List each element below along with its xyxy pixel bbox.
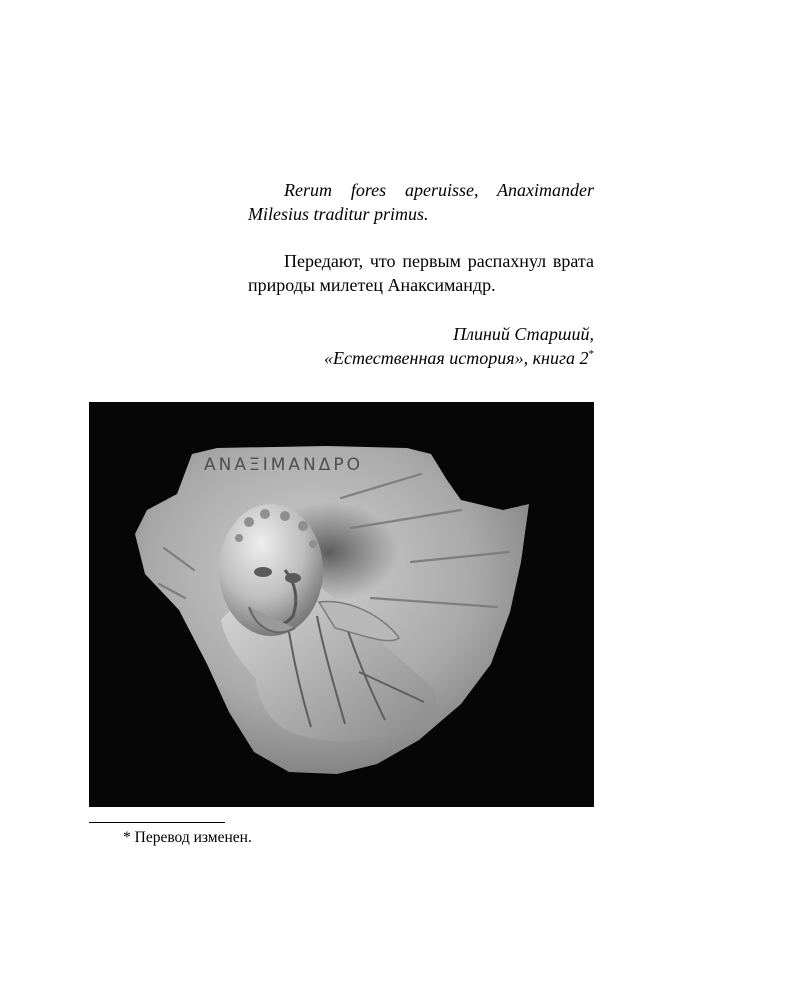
- source-work: «Естественная история», книга 2: [324, 348, 589, 368]
- epigraph-latin: Rerum fores aperuisse, Anaximander Milesius traditur primus.: [248, 180, 594, 224]
- epigraph-russian: Передают, что первым распахнул врата природы милетец Анаксимандр.: [248, 251, 594, 295]
- relief-illustration: [89, 402, 594, 807]
- relief-inscription: ΑΝΑΞΙΜΑΝΔΡΟ: [204, 455, 364, 475]
- footnote-marker: *: [588, 348, 594, 360]
- epigraph-source: [248, 322, 594, 370]
- epigraph: [248, 178, 594, 370]
- relief-photo: [89, 402, 594, 807]
- source-work-line: [248, 346, 594, 370]
- footnote: * Перевод изменен.: [123, 829, 252, 846]
- source-author: Плиний Старший,: [453, 324, 594, 344]
- footnote-rule: [89, 822, 225, 823]
